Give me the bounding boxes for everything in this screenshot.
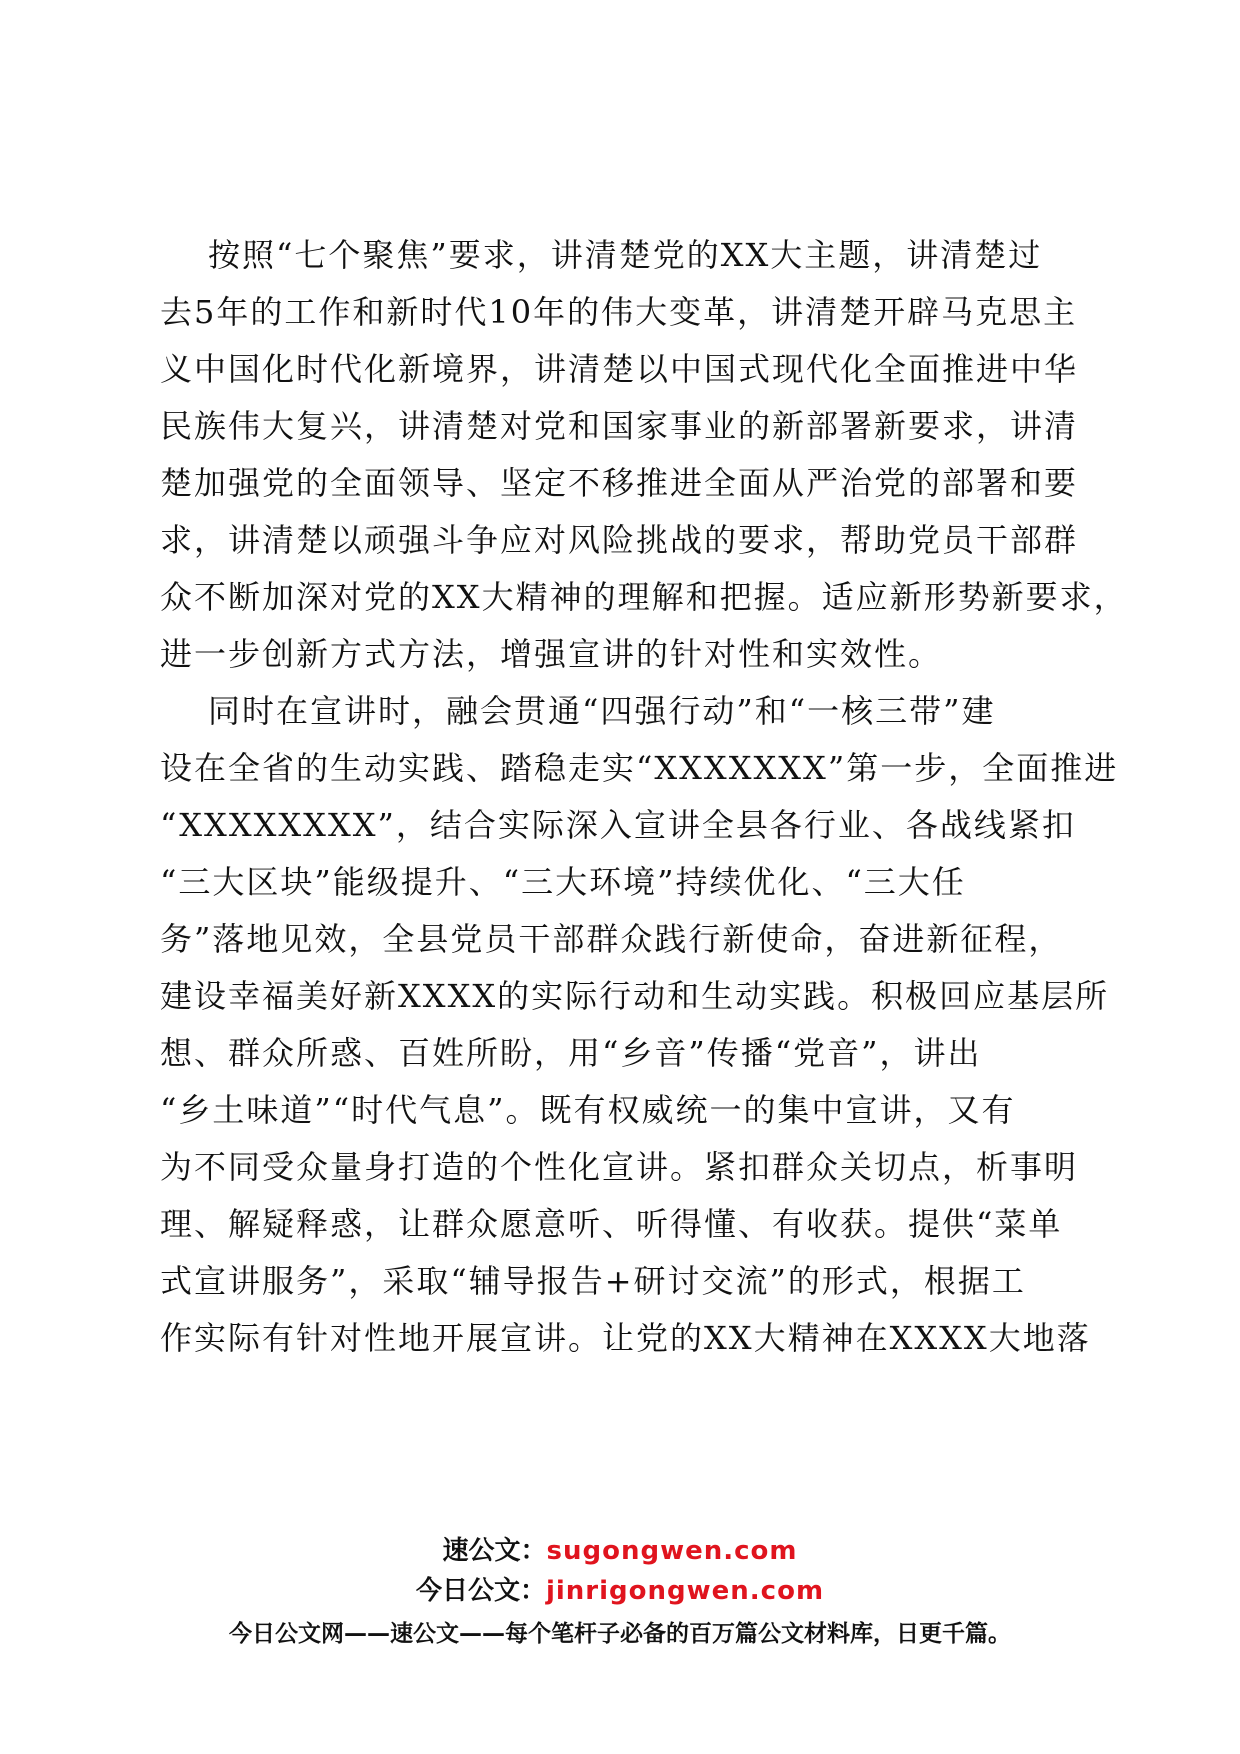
text-line-7: 众不断加深对党的XX大精神的理解和把握。适应新形势新要求， <box>160 578 1128 616</box>
text-line-20: 作实际有针对性地开展宣讲。让党的XX大精神在XXXX大地落 <box>160 1319 1091 1357</box>
footer-sugongwen-link[interactable]: sugongwen.com <box>546 1536 798 1566</box>
text-line-16: “乡土味道”“时代气息”。既有权威统一的集中宣讲，又有 <box>160 1091 1016 1129</box>
text-line-12: “三大区块”能级提升、“三大环境”持续优化、“三大任 <box>160 863 966 901</box>
text-line-5: 楚加强党的全面领导、坚定不移推进全面从严治党的部署和要 <box>160 464 1079 502</box>
footer-jinrigongwen-link[interactable]: jinrigongwen.com <box>545 1576 825 1606</box>
footer-jinrigongwen <box>0 1574 1240 1608</box>
text-line-18: 理、解疑释惑，让群众愿意听、听得懂、有收获。提供“菜单 <box>160 1205 1063 1243</box>
text-line-8: 进一步创新方式方法，增强宣讲的针对性和实效性。 <box>160 635 943 673</box>
footer-tagline: 今日公文网——速公文——每个笔杆子必备的百万篇公文材料库，日更千篇。 <box>229 1621 1011 1647</box>
text-line-6: 求，讲清楚以顽强斗争应对风险挑战的要求，帮助党员干部群 <box>160 521 1079 559</box>
text-line-19: 式宣讲服务”，采取“辅导报告+研讨交流”的形式，根据工 <box>160 1262 1026 1300</box>
footer-sugongwen-label: 速公文： <box>442 1536 547 1566</box>
text-line-9: 同时在宣讲时，融会贯通“四强行动”和“一核三带”建 <box>208 692 996 730</box>
text-line-17: 为不同受众量身打造的个性化宣讲。紧扣群众关切点，析事明 <box>160 1148 1079 1186</box>
footer-sugongwen <box>0 1534 1240 1568</box>
text-line-3: 义中国化时代化新境界，讲清楚以中国式现代化全面推进中华 <box>160 350 1079 388</box>
footer-jinrigongwen-label: 今日公文： <box>415 1576 546 1606</box>
text-line-14: 建设幸福美好新XXXX的实际行动和生动实践。积极回应基层所 <box>160 977 1110 1015</box>
text-line-15: 想、群众所惑、百姓所盼，用“乡音”传播“党音”，讲出 <box>160 1034 982 1072</box>
text-line-13: 务”落地见效，全县党员干部群众践行新使命，奋进新征程， <box>160 920 1063 958</box>
text-line-11: “XXXXXXXX”，结合实际深入宣讲全县各行业、各战线紧扣 <box>160 806 1076 844</box>
text-line-10: 设在全省的生动实践、踏稳走实“XXXXXXX”第一步，全面推进 <box>160 749 1119 787</box>
text-line-4: 民族伟大复兴，讲清楚对党和国家事业的新部署新要求，讲清 <box>160 407 1079 445</box>
text-line-1: 按照“七个聚焦”要求，讲清楚党的XX大主题，讲清楚过 <box>208 236 1043 274</box>
text-line-2: 去5年的工作和新时代10年的伟大变革，讲清楚开辟马克思主 <box>160 293 1078 331</box>
